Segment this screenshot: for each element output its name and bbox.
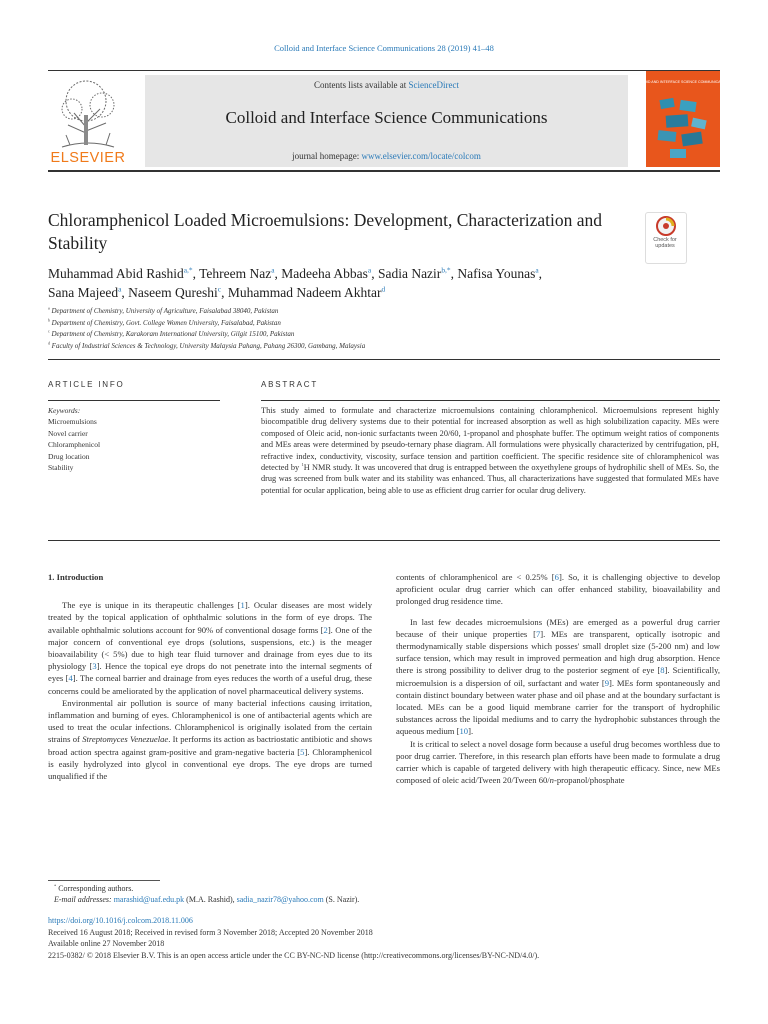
contents-available bbox=[145, 80, 628, 90]
paragraph: The eye is unique in its therapeutic challenges [1]. Ocular diseases are most widely treated by the topical application of ophthalmic solutions in the form of eye drops. The available ophthalmic solutions account for 90% of conventional dosage forms [2]. One of the major concern of conventional eye drops (solutions, suspensions, etc.) is the meager bioavailability (< 5%) due to high tear fluid turnover and drainage from eyes due to its physiology [3]. Hence the topical eye drops do not penetrate into the internal segments of eyes [4]. The corneal barrier and drainage from eyes reduces the worth of a useful drug, these concerns could be ameliorated by the application of novel pharmaceutical delivery systems. bbox=[48, 600, 373, 696]
check-updates-label: Check for updates bbox=[653, 237, 677, 249]
journal-homepage bbox=[145, 151, 628, 161]
contents-prefix: Contents lists available at bbox=[314, 80, 409, 90]
reference-link[interactable]: 6 bbox=[554, 572, 559, 582]
homepage-prefix: journal homepage: bbox=[292, 151, 362, 161]
affiliation: $^b$ Department of Chemistry, Govt. College Women University, Faisalabad, Pakistan bbox=[48, 318, 281, 327]
publisher-name: ELSEVIER bbox=[50, 150, 126, 166]
received-dates: Received 16 August 2018; Received in revised form 3 November 2018; Accepted 20 November 2018 bbox=[48, 927, 373, 937]
body-column-right bbox=[396, 571, 720, 786]
keywords-block bbox=[48, 405, 228, 473]
author[interactable]: Muhammad Nadeem Akhtar$^d$ bbox=[227, 284, 386, 300]
author[interactable]: Nafisa Younas$^a$, bbox=[457, 265, 543, 281]
journal-citation[interactable]: Colloid and Interface Science Communications 28 (2019) 41–48 bbox=[274, 43, 494, 53]
corresponding-note: * Corresponding authors. bbox=[54, 883, 134, 893]
check-updates-icon bbox=[646, 213, 686, 237]
reference-link[interactable]: 9 bbox=[604, 677, 610, 688]
available-online: Available online 27 November 2018 bbox=[48, 939, 165, 948]
author[interactable]: Naseem Qureshi$^c$, bbox=[128, 284, 228, 300]
abstract-rule bbox=[261, 400, 720, 401]
keyword[interactable]: Drug location bbox=[48, 451, 90, 461]
email-link[interactable]: sadia_nazir78@yahoo.com bbox=[236, 895, 324, 905]
journal-banner bbox=[145, 75, 628, 167]
keywords-label: Keywords: bbox=[48, 406, 81, 415]
paragraph: Environmental air pollution is source of many bacterial infections causing irritation, inflammation and burning of eyes. Chloramphenicol is one of antibacterial agents which are used to treat the ocular infections. Chloramphenicol is originally isolated from the certain strains of Streptomyces Venezuelae. It performs its action as bactriostatic antibiotic and shows broad action spectra against gram-positive and gram-negative bacteria [5]. Chloramphenicol is easily hydrolyzed into glycol in conventional eye drops. The eye drops are turned unqualified if the bbox=[48, 697, 372, 782]
homepage-link[interactable]: www.elsevier.com/locate/colcom bbox=[361, 151, 481, 161]
author[interactable]: Tehreem Naz$^a$, bbox=[199, 265, 282, 281]
paragraph: It is critical to select a novel dosage form because a useful drug becomes worthless due to poor drug carrier. Therefore, in this research plan efforts have been made to formulate a drug carrier which is capable of targeted delivery with high therapeutic efficacy. Since, new MEs composed of oleic acid/Tween 20/Tween 60/n-propanol/phosphate bbox=[396, 738, 720, 786]
keyword[interactable]: Microemulsions bbox=[48, 417, 97, 427]
article-title: Chloramphenicol Loaded Microemulsions: Development, Characterization and Stability bbox=[48, 210, 603, 253]
reference-link[interactable]: 7 bbox=[535, 628, 541, 639]
doi-link[interactable]: https://doi.org/10.1016/j.colcom.2018.11.006 bbox=[48, 916, 193, 925]
abstract-heading: ABSTRACT bbox=[261, 380, 319, 389]
affiliation: $^a$ Department of Chemistry, University of Agriculture, Faisalabad 38040, Pakistan bbox=[48, 306, 279, 315]
keyword[interactable]: Chloramphenicol bbox=[48, 440, 101, 450]
reference-link[interactable]: 4 bbox=[68, 673, 73, 684]
reference-link[interactable]: 2 bbox=[323, 624, 328, 635]
abstract-text: This study aimed to formulate and characterize microemulsions containing chloramphenicol. Microemulsions represent highly biocompatible drug delivery systems due to their potential for increased absorption as well as high solubilization capacity. MEs were composed of Oleic acid, non-ionic surfactants tween 20/60, 1-propanol and phosphate buffer. The optimum weight ratios of components and MEs areas were determined by pseudo-ternary phase diagram. All formulations were physically characterized by centrifugation, pH, refractive index, conductivity, viscosity, surface tension and partition coefficient. The specific residence site of chloramphenicol was detected by $^1$H NMR study. It was uncovered that drug is entrapped between the oxyethylene groups of hydrophilic shell of MEs. So, the drug was screened from bulk water and its stability was enhanced. Thus, all characterizations have suggested that formulated MEs have potential for ocular application, being able to use as efficient drug carrier for ocular drug delivery. bbox=[261, 406, 719, 495]
header-rule bbox=[48, 70, 720, 71]
reference-link[interactable]: 8 bbox=[660, 665, 665, 676]
reference-link[interactable]: 1 bbox=[240, 600, 245, 611]
journal-title: Colloid and Interface Science Communications bbox=[225, 108, 548, 127]
affiliation: $^d$ Faculty of Industrial Sciences & Technology, University Malaysia Pahang, Pahang 26300, Gambang, Malaysia bbox=[48, 341, 366, 350]
affiliations bbox=[48, 306, 688, 352]
article-info-heading: ARTICLE INFO bbox=[48, 380, 125, 389]
keyword[interactable]: Stability bbox=[48, 463, 74, 473]
author[interactable]: Sana Majeed$^a$, bbox=[48, 284, 129, 300]
email-note: E-mail addresses: marashid@uaf.edu.pk (M.A. Rashid), sadia_nazir78@yahoo.com (S. Nazir). bbox=[54, 895, 360, 905]
cover-art-icon bbox=[634, 71, 732, 167]
footnotes bbox=[48, 883, 720, 906]
reference-link[interactable]: 5 bbox=[300, 746, 305, 757]
author[interactable]: Madeeha Abbas$^a$, bbox=[281, 265, 378, 281]
sciencedirect-link[interactable]: ScienceDirect bbox=[408, 80, 459, 90]
title-block-rule bbox=[48, 359, 720, 360]
paragraph: In last few decades microemulsions (MEs) are emerged as a powerful drug carrier because of their unique properties [7]. MEs are transparent, optically isotropic and thermodynamically stable dispersions which posses' small droplet size (5-200 nm) and low surface tension, which may result in improved permeation and high drug absorption. Hence there is strong possibility to deliver drug to the posterior segment of eye [8]. Scientifically, microemulsion is a dispersion of oil, surfactant and water [9]. MEs form spontaneously and contain distinct boundary between water phase and oil phase and at the boundary surfactant is located. MEs can be a good liquid membrane carrier for the transport of hydrophilic substances across the lipoidal mediums and to carry the hydrophobic substances through the aqueous medium [10]. bbox=[396, 616, 720, 737]
body-column-left bbox=[48, 571, 372, 782]
author[interactable]: Muhammad Abid Rashid$^{a,*}$, bbox=[48, 265, 200, 281]
abstract-bottom-rule bbox=[48, 540, 720, 541]
keyword[interactable]: Novel carrier bbox=[48, 428, 88, 438]
author-list bbox=[48, 264, 668, 302]
article-info-rule bbox=[48, 400, 220, 401]
footnote-rule bbox=[48, 880, 160, 881]
masthead-rule bbox=[48, 170, 720, 172]
paragraph: contents of chloramphenicol are < 0.25% [6]. So, it is challenging objective to develop aproficient ocular drug carrier which can offer enhanced stability, bioavailability and prolonged drug residence time. bbox=[396, 572, 720, 607]
section-heading-introduction: 1. Introduction bbox=[48, 572, 104, 582]
reference-link[interactable]: 10 bbox=[459, 726, 469, 737]
author[interactable]: Sadia Nazir$^{b,*}$, bbox=[377, 265, 458, 281]
license-statement: 2215-0382/ © 2018 Elsevier B.V. This is an open access article under the CC BY-NC-ND license (http://creativecommons.org/licenses/BY-NC-ND/4.0/). bbox=[48, 950, 540, 960]
cover-title: COLLOID AND INTERFACE SCIENCE COMMUNICATIONS bbox=[634, 80, 732, 84]
journal-cover[interactable] bbox=[634, 71, 732, 167]
affiliation: $^c$ Department of Chemistry, Karakoram International University, Gilgit 15100, Pakistan bbox=[48, 329, 295, 338]
email-link[interactable]: marashid@uaf.edu.pk bbox=[113, 895, 185, 905]
reference-link[interactable]: 3 bbox=[92, 661, 97, 672]
front-matter bbox=[48, 915, 728, 961]
